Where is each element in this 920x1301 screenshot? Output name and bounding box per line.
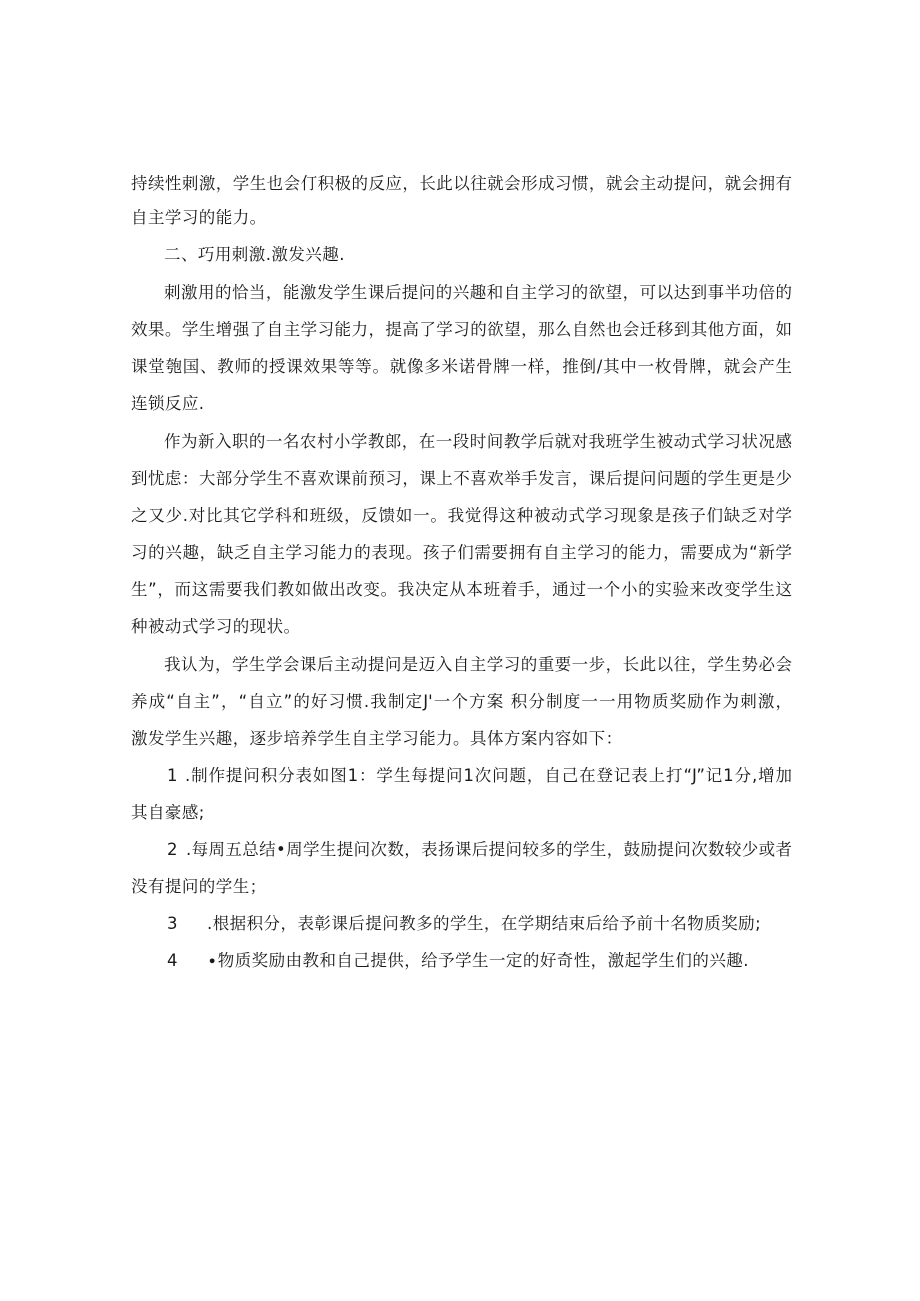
paragraph-line: 效果。学生增强了自主学习能力，提高了学习的欲望，那么自然也会迁移到其他方面，如 [131, 320, 792, 339]
paragraph-line: 其自豪感; [131, 803, 205, 822]
list-item-number: 3 [167, 914, 178, 933]
paragraph-line: 习的兴趣，缺乏自主学习能力的表现。孩子们需要拥有自主学习的能力，需要成为“新学 [131, 543, 792, 562]
paragraph-line: 自主学习的能力。 [131, 208, 267, 227]
list-item-number: 2 [167, 840, 178, 859]
section-heading: 二、巧用刺激.激发兴趣. [164, 245, 345, 264]
paragraph-line: 持续性刺激，学生也会仃积极的反应，长此以往就会形成习惯，就会主动提问，就会拥有 [131, 174, 792, 193]
list-item-number: 4 [167, 951, 178, 970]
paragraph-line: 养成“自主”，“自立”的好习惯.我制定J'一个方案 积分制度一一用物质奖励作为刺激， [131, 692, 792, 711]
list-item-text: ∙物质奖励由教和自己提供，给予学生一定的好奇性，激起学生们的兴趣. [207, 951, 749, 970]
paragraph-line: 到忧虑：大部分学生不喜欢课前预习，课上不喜欢举手发言，课后提问问题的学生更是少 [131, 469, 792, 488]
paragraph-line: 课堂匏国、教师的授课效果等等。就像多米诺骨牌一样，推倒/其中一枚骨牌，就会产生 [131, 357, 792, 376]
list-item-text: .制作提问积分表如图1：学生每提问1次问题，自己在登记表上打“J”记1分,增加 [185, 766, 792, 785]
list-item-text: .每周五总结•周学生提问次数，表扬课后提问较多的学生，鼓励提问次数较少或者 [186, 840, 792, 859]
paragraph-line: 没有提问的学生； [131, 877, 267, 896]
paragraph-line: 种被动式学习的现状。 [131, 617, 301, 636]
list-item-text: .根据积分，表彰课后提问教多的学生，在学期结束后给予前十名物质奖励; [207, 914, 762, 933]
paragraph-line: 之又少.对比其它学科和班级，反馈如一。我觉得这种被动式学习现象是孩子们缺乏对学 [131, 506, 792, 525]
paragraph-line: 激发学生兴趣，逐步培养学生自主学习能力。具体方案内容如下： [131, 729, 623, 748]
paragraph-line: 作为新入职的一名农村小学教郎，在一段时间教学后就对我班学生被动式学习状况感 [164, 432, 792, 451]
paragraph-line: 生”，而这需要我们教如做出改变。我决定从本班着手，通过一个小的实验来改变学生这 [131, 580, 792, 599]
paragraph-line: 我认为，学生学会课后主动提问是迈入自主学习的重要一步，长此以往，学生势必会 [164, 655, 792, 674]
list-item-number: 1 [167, 766, 178, 785]
paragraph-line: 刺激用的恰当，能激发学生课后提问的兴趣和自主学习的欲望，可以达到事半功倍的 [164, 283, 792, 302]
paragraph-line: 连锁反应. [131, 394, 205, 413]
